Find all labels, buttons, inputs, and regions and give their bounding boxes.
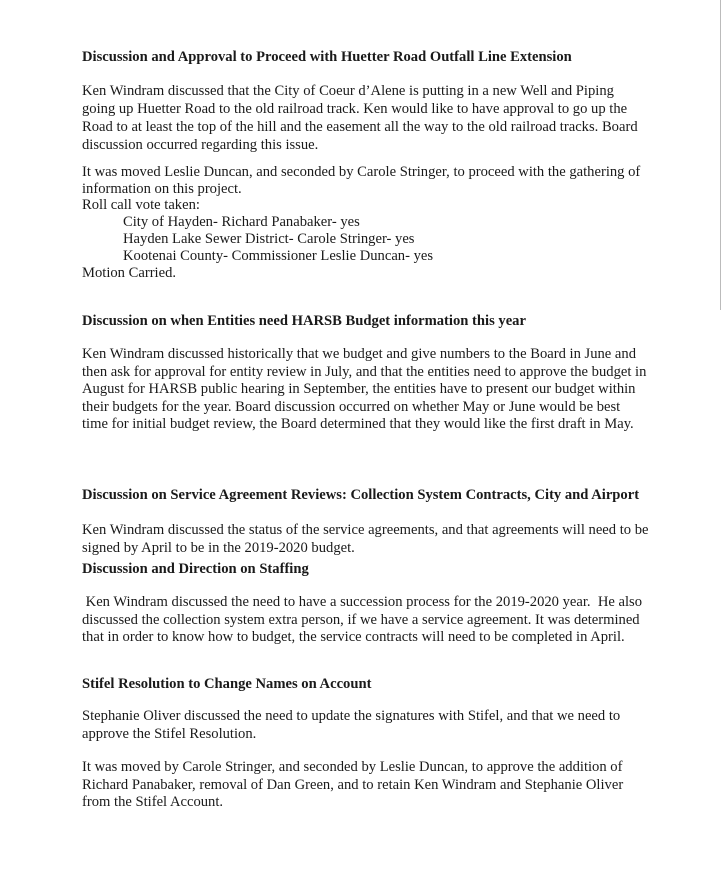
page-edge-line (720, 0, 721, 310)
paragraph-line: Ken Windram discussed historically that we budget and give numbers to the Board in June and (82, 346, 636, 362)
vote-entry: City of Hayden- Richard Panabaker- yes (123, 214, 360, 230)
section-heading-service-agreements: Discussion on Service Agreement Reviews: Collection System Contracts, City and Airport (82, 487, 640, 503)
paragraph-line: August for HARSB public hearing in September, the entities have to present our budget within (82, 381, 636, 397)
paragraph-line: that in order to know how to budget, the service contracts will need to be completed in April. (82, 629, 625, 645)
motion-result: Motion Carried. (82, 265, 177, 281)
paragraph-line: information on this project. (82, 181, 242, 197)
section-heading-staffing: Discussion and Direction on Staffing (82, 561, 309, 577)
paragraph-line: Ken Windram discussed that the City of Coeur d’Alene is putting in a new Well and Piping (82, 83, 614, 99)
paragraph-line: signed by April to be in the 2019-2020 budget. (82, 540, 355, 556)
paragraph-line: approve the Stifel Resolution. (82, 726, 257, 742)
paragraph-line: Ken Windram discussed the need to have a succession process for the 2019-2020 year. He also (82, 594, 643, 610)
paragraph-line: Richard Panabaker, removal of Dan Green, and to retain Ken Windram and Stephanie Oliver (82, 777, 624, 793)
paragraph-line: discussion occurred regarding this issue. (82, 137, 319, 153)
paragraph-line: Stephanie Oliver discussed the need to update the signatures with Stifel, and that we need to (82, 708, 621, 724)
paragraph-line: Ken Windram discussed the status of the service agreements, and that agreements will need to be (82, 522, 649, 538)
section-heading-budget: Discussion on when Entities need HARSB Budget information this year (82, 313, 526, 329)
paragraph-line: Road to at least the top of the hill and the easement all the way to the old railroad tracks. Board (82, 119, 638, 135)
paragraph-line: then ask for approval for entity review in July, and that the entities need to approve the budget in (82, 364, 647, 380)
section-heading-stifel: Stifel Resolution to Change Names on Account (82, 676, 372, 692)
section-heading-huetter: Discussion and Approval to Proceed with Huetter Road Outfall Line Extension (82, 49, 572, 65)
paragraph-line: discussed the collection system extra person, if we have a service agreement. It was determined (82, 612, 640, 628)
paragraph-line: from the Stifel Account. (82, 794, 224, 810)
roll-call-label: Roll call vote taken: (82, 197, 200, 213)
vote-entry: Hayden Lake Sewer District- Carole Stringer- yes (123, 231, 415, 247)
paragraph-line: time for initial budget review, the Board determined that they would like the first draft in May. (82, 416, 634, 432)
paragraph-line: their budgets for the year. Board discussion occurred on whether May or June would be best (82, 399, 621, 415)
paragraph-line: going up Huetter Road to the old railroad track. Ken would like to have approval to go up the (82, 101, 628, 117)
paragraph-line: It was moved by Carole Stringer, and seconded by Leslie Duncan, to approve the addition of (82, 759, 623, 775)
paragraph-line: It was moved Leslie Duncan, and seconded by Carole Stringer, to proceed with the gathering of (82, 164, 641, 180)
vote-entry: Kootenai County- Commissioner Leslie Duncan- yes (123, 248, 434, 264)
